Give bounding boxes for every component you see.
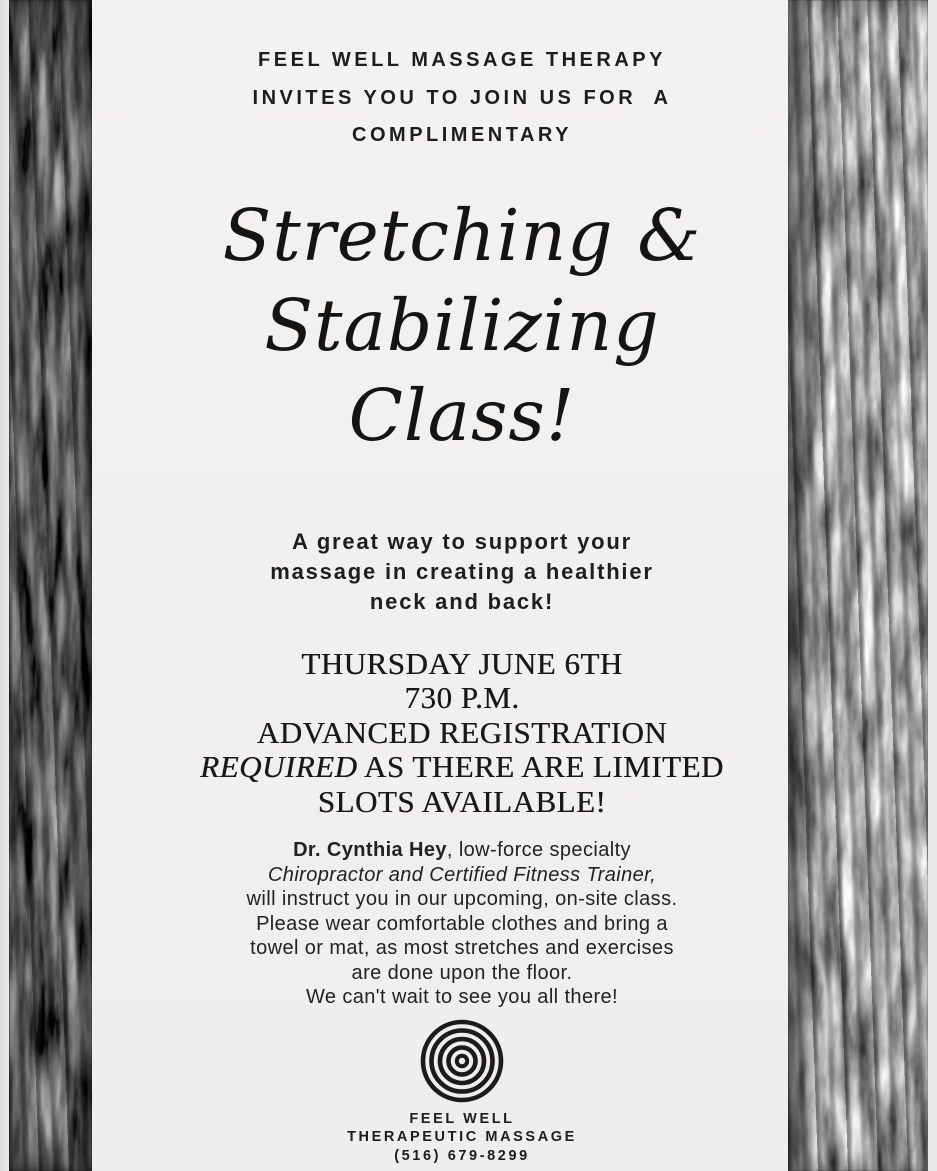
bark-shading-overlay [788,0,928,1171]
desc-line-6: are done upon the floor. [351,961,573,984]
title-line-1: Stretching & [222,193,702,277]
registration-line-1: ADVANCED REGISTRATION [256,714,668,750]
instructor-description [140,838,784,1010]
logo-container [140,1018,784,1104]
footer-business-name-1: FEEL WELL [409,1110,515,1127]
desc-line-1-rest: , low-force specialty [446,839,631,861]
footer-phone-number: (516) 679-8299 [394,1147,530,1164]
intro-line-1: FEEL WELL MASSAGE THERAPY [258,49,666,71]
desc-line-7: We can't wait to see you all there! [305,986,619,1008]
flyer-title [140,191,784,461]
footer-business-name-2: THERAPEUTIC MASSAGE [347,1129,577,1145]
intro-heading [140,42,784,155]
registration-line-2-rest: AS THERE ARE LIMITED [357,749,724,784]
bark-shading-overlay [9,0,92,1171]
registration-line-3: SLOTS AVAILABLE! [317,783,607,819]
desc-line-1 [140,838,784,863]
benefit-text [140,527,784,617]
desc-line-2: Chiropractor and Certified Fitness Trainer, [267,863,657,886]
benefit-line-1: A great way to support your [292,528,632,554]
intro-line-2: INVITES YOU TO JOIN US FOR A [252,86,672,109]
desc-line-4: Please wear comfortable clothes and bring a [256,912,668,935]
flyer-paper [92,0,788,1171]
instructor-name: Dr. Cynthia Hey [293,839,447,861]
tree-bark-left-photo [9,0,92,1171]
benefit-line-3: neck and back! [369,588,555,614]
registration-line-2 [140,750,784,785]
benefit-line-2: massage in creating a healthier [270,558,654,584]
concentric-circles-icon [419,1018,505,1104]
title-line-3: Class! [348,373,576,457]
business-footer [140,1110,784,1166]
intro-line-3: COMPLIMENTARY [352,124,572,146]
desc-line-5: towel or mat, as most stretches and exercises [250,937,674,959]
required-italic: REQUIRED [200,749,358,784]
title-line-2: Stabilizing [264,283,660,367]
desc-line-3: will instruct you in our upcoming, on-site class. [246,888,678,910]
event-details [140,647,784,820]
event-time: 730 P.M. [404,680,520,715]
event-date: THURSDAY JUNE 6TH [301,645,623,681]
tree-bark-right-photo [788,0,928,1171]
